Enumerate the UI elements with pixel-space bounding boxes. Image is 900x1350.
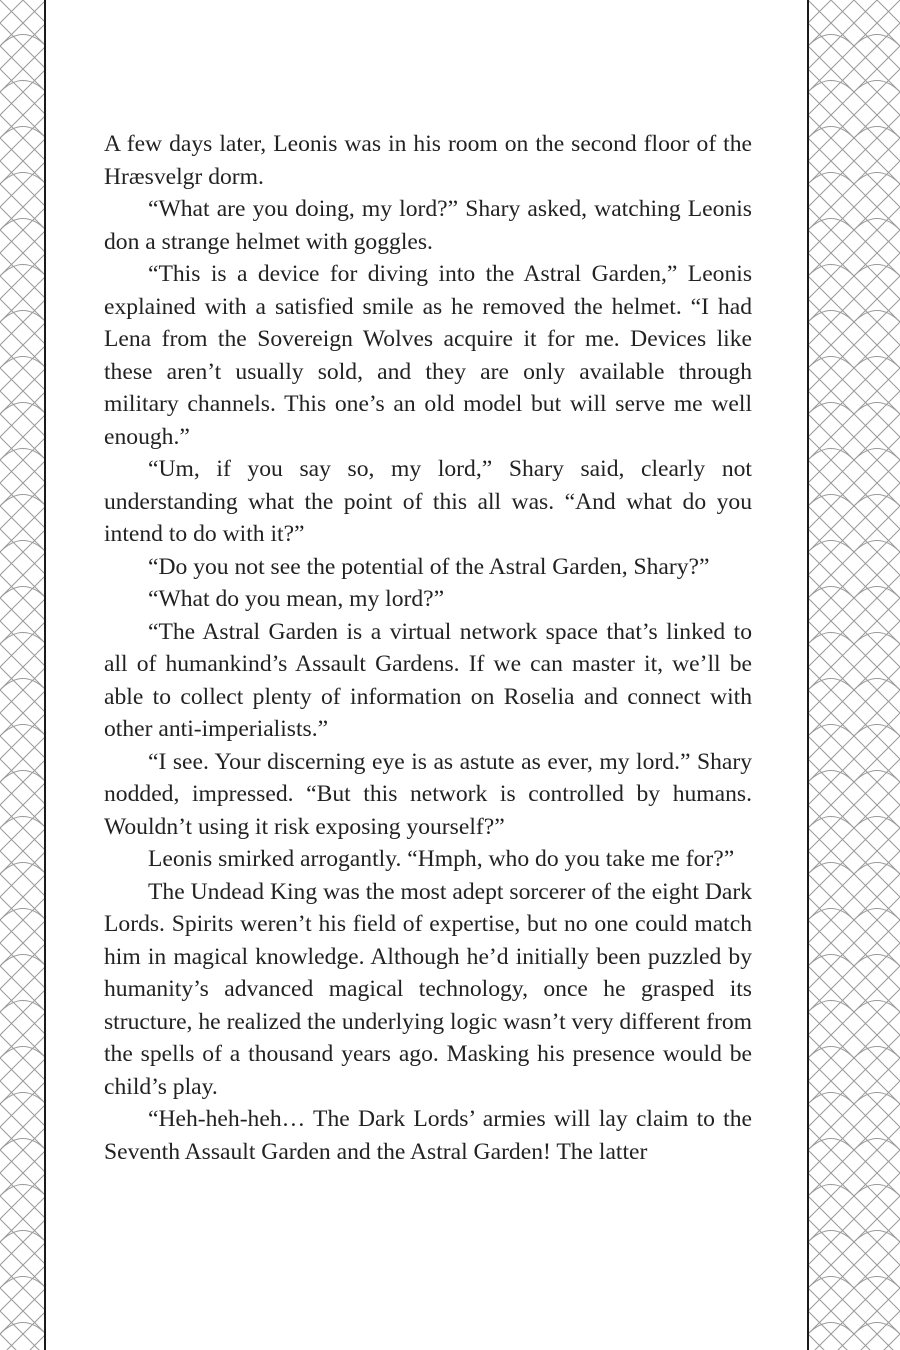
paragraph: “Heh-heh-heh… The Dark Lords’ armies will lay claim to the Seventh Assault Garden and the Astral Garden! The latter [104,1106,752,1165]
right-border-line [807,0,809,1350]
paragraph: “Do you not see the potential of the Astral Garden, Shary?” [148,553,710,580]
paragraph: “The Astral Garden is a virtual network space that’s linked to all of humankind’s Assault Gardens. If we can master it, we’ll be able to collect plenty of information on Roselia and connect with other anti-imperialists.” [104,618,752,742]
right-lattice-pattern [808,0,900,1350]
paragraph: “This is a device for diving into the Astral Garden,” Leonis explained with a satisfied smile as he removed the helmet. “I had Lena from the Sovereign Wolves acquire it for me. Devices like these aren’t usually sold, and they are only available through military channels. This one’s an old model but will serve me well enough.” [104,261,752,450]
right-ornamental-border [808,0,900,1350]
paragraph: “Um, if you say so, my lord,” Shary said, clearly not understanding what the point of this all was. “And what do you intend to do with it?” [104,456,752,547]
paragraph: “What are you doing, my lord?” Shary asked, watching Leonis don a strange helmet with goggles. [104,196,752,255]
paragraph: “I see. Your discerning eye is as astute as ever, my lord.” Shary nodded, impressed. “But this network is controlled by humans. Wouldn’t using it risk exposing yourself?” [104,748,752,840]
paragraph: The Undead King was the most adept sorcerer of the eight Dark Lords. Spirits weren’t his field of expertise, but no one could match him in magical knowledge. Although he’d initially been puzzled by humanity’s advanced magical technology, once he grasped its structure, he realized the underlying logic wasn’t very different from the spells of a thousand years ago. Masking his presence would be child’s play. [104,878,752,1100]
left-border-line [44,0,46,1350]
page-body-text [104,128,752,1168]
left-lattice-pattern [0,0,46,1350]
paragraph: A few days later, Leonis was in his room on the second floor of the Hræsvelgr dorm. [104,131,752,190]
left-ornamental-border [0,0,46,1350]
paragraph: “What do you mean, my lord?” [148,586,445,612]
paragraph: Leonis smirked arrogantly. “Hmph, who do you take me for?” [148,846,735,872]
